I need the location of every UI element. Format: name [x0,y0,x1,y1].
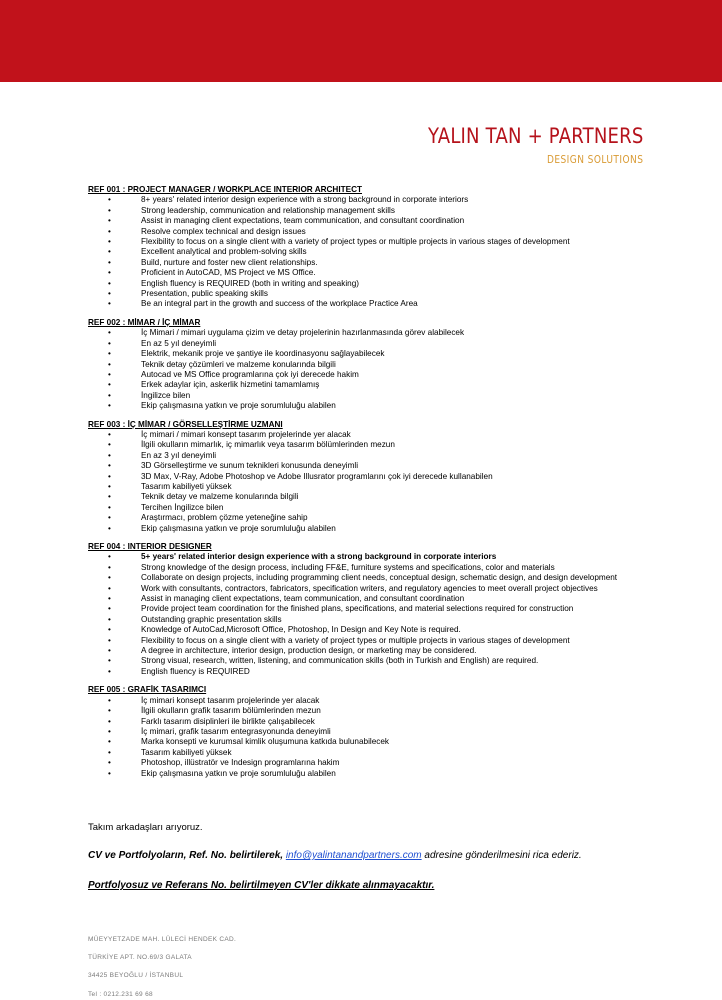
job-ref-title: REF 001 : PROJECT MANAGER / WORKPLACE INTERIOR ARCHITECT [88,185,362,194]
requirement-text: İç mimari konsept tasarım projelerinde yer alacak [141,695,320,705]
requirement-text: Tasarım kabiliyeti yüksek [141,481,232,491]
address-line-1: MÜEYYETZADE MAH. LÜLECİ HENDEK CAD. [88,936,237,943]
requirement-item [88,401,688,411]
requirement-text: English fluency is REQUIRED [141,666,250,676]
cv-instructions [88,850,582,861]
requirement-text: Assist in managing client expectations, team communication, and consultant coordination [141,216,465,226]
company-logo [428,124,648,166]
bullet-icon: • [108,349,111,359]
requirement-text: Resolve complex technical and design issues [141,226,306,236]
requirement-item [88,594,688,604]
requirement-text: İç mimari / mimari konsept tasarım projelerinde yer alacak [141,429,351,439]
requirement-text: Tercihen İngilizce bilen [141,502,224,512]
cv-suffix: adresine gönderilmesini rica ederiz. [421,850,582,861]
requirement-text: Teknik detay çözümleri ve malzeme konularında bilgili [141,359,336,369]
bullet-icon: • [108,380,111,390]
requirement-item [88,615,688,625]
requirement-text: Autocad ve MS Office programlarına çok iyi derecede hakim [141,369,359,379]
requirement-item [88,349,688,359]
bullet-icon: • [108,390,111,400]
requirement-text: Strong knowledge of the design process, including FF&E, furniture systems and specifications, color and materials [141,562,555,572]
requirement-text: En az 3 yıl deneyimli [141,450,217,460]
requirement-text: Araştırmacı, problem çözme yeteneğine sahip [141,513,308,523]
bullet-icon: • [108,768,111,778]
requirement-item [88,430,688,440]
requirement-text: İç Mimari / mimari uygulama çizim ve detay projelerinin hazırlanmasında görev alabilecek [141,328,465,338]
requirement-item [88,604,688,614]
requirement-item [88,503,688,513]
bullet-icon: • [108,614,111,624]
requirement-item [88,380,688,390]
bullet-icon: • [108,481,111,491]
requirement-item [88,769,688,779]
requirement-text: Strong visual, research, written, listening, and communication skills (both in Turkish and English) are required. [141,656,539,666]
address-line-4: Tel : 0212.231 69 68 [88,991,153,998]
job-listings [88,185,688,787]
bullet-icon: • [108,552,111,562]
bullet-icon: • [108,758,111,768]
job-section [88,542,688,677]
team-note: Takım arkadaşları arıyoruz. [88,822,203,833]
email-link[interactable]: info@yalintanandpartners.com [285,850,422,861]
requirement-text: Proficient in AutoCAD, MS Project ve MS Office. [141,268,316,278]
portfolio-warning: Portfolyosuz ve Referans No. belirtilmeyen CV'ler dikkate alınmayacaktır. [88,880,435,891]
job-section [88,420,688,534]
requirement-item [88,646,688,656]
requirement-item [88,360,688,370]
bullet-icon: • [108,440,111,450]
requirement-text: Work with consultants, contractors, fabricators, specification writers, and regulatory agencies to meet overall project objectives [141,583,598,593]
requirement-text: A degree in architecture, interior design, production design, or marketing may be considered. [141,646,477,656]
bullet-icon: • [108,573,111,583]
requirement-text: Assist in managing client expectations, team communication, and consultant coordination [141,594,465,604]
bullet-icon: • [108,195,111,205]
requirement-text: Flexibility to focus on a single client with a variety of project types or multiple projects in various stages of development [141,237,570,247]
requirement-item [88,748,688,758]
bullet-icon: • [108,369,111,379]
bullet-icon: • [108,706,111,716]
bullet-icon: • [108,278,111,288]
requirement-item [88,706,688,716]
requirement-text: Teknik detay ve malzeme konularında bilgili [141,492,299,502]
requirement-item [88,737,688,747]
job-section [88,318,688,412]
bullet-icon: • [108,646,111,656]
requirement-item [88,667,688,677]
requirement-list [88,328,688,411]
bullet-icon: • [108,747,111,757]
bullet-icon: • [108,216,111,226]
requirement-text: Collaborate on design projects, including programming client needs, conceptual design, schematic design, and design development [141,573,618,583]
requirement-item [88,573,688,583]
requirement-text: 8+ years' related interior design experience with a strong background in corporate interiors [141,195,469,205]
requirement-item [88,391,688,401]
requirement-item [88,461,688,471]
requirement-text: English fluency is REQUIRED (both in writing and speaking) [141,278,359,288]
requirement-text: Erkek adaylar için, askerlik hizmetini tamamlamış [141,380,320,390]
requirement-item [88,451,688,461]
requirement-text: Be an integral part in the growth and success of the workplace Practice Area [141,299,418,309]
bullet-icon: • [108,625,111,635]
requirement-item [88,727,688,737]
requirement-text: Ekip çalışmasına yatkın ve proje sorumluluğu alabilen [141,401,336,411]
bullet-icon: • [108,299,111,309]
bullet-icon: • [108,523,111,533]
requirement-item [88,482,688,492]
requirement-item [88,206,688,216]
requirement-item [88,696,688,706]
requirement-text: Presentation, public speaking skills [141,289,268,299]
requirement-text: Provide project team coordination for the finished plans, specifications, and material selections required for construction [141,604,574,614]
bullet-icon: • [108,726,111,736]
bullet-icon: • [108,429,111,439]
bullet-icon: • [108,492,111,502]
requirement-list [88,430,688,534]
bullet-icon: • [108,237,111,247]
requirement-item [88,258,688,268]
requirement-text: Elektrik, mekanik proje ve şantiye ile koordinasyonu sağlayabilecek [141,349,385,359]
requirement-item [88,563,688,573]
logo-title: YALIN TAN + PARTNERS [428,124,644,148]
requirement-list [88,552,688,677]
job-ref-title: REF 004 : INTERIOR DESIGNER [88,542,212,551]
requirement-text: Photoshop, illüstratör ve Indesign programlarına hakim [141,758,340,768]
requirement-item [88,758,688,768]
bullet-icon: • [108,604,111,614]
requirement-item [88,717,688,727]
bullet-icon: • [108,502,111,512]
bullet-icon: • [108,226,111,236]
requirement-text: Flexibility to focus on a single client with a variety of project types or multiple projects in various stages of development [141,635,570,645]
requirement-item [88,339,688,349]
requirement-item [88,492,688,502]
requirement-item [88,328,688,338]
bullet-icon: • [108,716,111,726]
requirement-item [88,440,688,450]
bullet-icon: • [108,328,111,338]
requirement-text: Outstanding graphic presentation skills [141,614,282,624]
bullet-icon: • [108,666,111,676]
job-section [88,685,688,779]
bullet-icon: • [108,737,111,747]
requirement-list [88,195,688,309]
bullet-icon: • [108,583,111,593]
requirement-item [88,370,688,380]
bullet-icon: • [108,635,111,645]
requirement-text: İlgili okulların mimarlık, iç mimarlık veya tasarım bölümlerinden mezun [141,440,395,450]
requirement-text: Ekip çalışmasına yatkın ve proje sorumluluğu alabilen [141,523,336,533]
bullet-icon: • [108,257,111,267]
cv-prefix: CV ve Portfolyoların, Ref. No. belirtilerek, [88,850,286,861]
bullet-icon: • [108,247,111,257]
requirement-item [88,247,688,257]
bullet-icon: • [108,695,111,705]
requirement-text: En az 5 yıl deneyimli [141,338,217,348]
requirement-item [88,195,688,205]
requirement-text: Build, nurture and foster new client relationships. [141,257,318,267]
address-line-3: 34425 BEYOĞLU / İSTANBUL [88,972,184,979]
bullet-icon: • [108,594,111,604]
requirement-text: 3D Max, V-Ray, Adobe Photoshop ve Adobe Illusrator programlarını çok iyi derecede kullanabilen [141,471,493,481]
bullet-icon: • [108,461,111,471]
requirement-text: Strong leadership, communication and relationship management skills [141,205,395,215]
requirement-item [88,584,688,594]
requirement-text: Knowledge of AutoCad,Microsoft Office, Photoshop, In Design and Key Note is required. [141,625,461,635]
requirement-text: Farklı tasarım disiplinleri ile birlikte çalışabilecek [141,716,315,726]
requirement-item [88,237,688,247]
address-line-2: TÜRKİYE APT. NO.69/3 GALATA [88,954,192,961]
bullet-icon: • [108,289,111,299]
requirement-item [88,636,688,646]
bullet-icon: • [108,471,111,481]
job-ref-title: REF 003 : İÇ MİMAR / GÖRSELLEŞTİRME UZMANI [88,419,283,429]
requirement-item [88,289,688,299]
requirement-text: Marka konsepti ve kurumsal kimlik oluşumuna katkıda bulunabilecek [141,737,390,747]
job-section [88,185,688,310]
requirement-item [88,279,688,289]
job-ref-title: REF 005 : GRAFİK TASARIMCI [88,685,207,695]
bullet-icon: • [108,205,111,215]
requirement-item [88,656,688,666]
bullet-icon: • [108,268,111,278]
requirement-item [88,552,688,562]
requirement-text: İç mimari, grafik tasarım entegrasyonunda deneyimli [141,726,331,736]
requirement-text: İlgili okulların grafik tasarım bölümlerinden mezun [141,706,321,716]
bullet-icon: • [108,656,111,666]
requirement-item [88,625,688,635]
logo-subtitle: DESIGN SOLUTIONS [547,154,644,166]
requirement-text: İngilizce bilen [141,390,191,400]
bullet-icon: • [108,562,111,572]
requirement-text: Ekip çalışmasına yatkın ve proje sorumluluğu alabilen [141,768,336,778]
requirement-item [88,268,688,278]
requirement-text: Tasarım kabiliyeti yüksek [141,747,232,757]
requirement-text: Excellent analytical and problem-solving skills [141,247,307,257]
requirement-item [88,216,688,226]
job-ref-title: REF 002 : MİMAR / İÇ MİMAR [88,317,201,327]
bullet-icon: • [108,359,111,369]
bullet-icon: • [108,401,111,411]
requirement-list [88,696,688,779]
bullet-icon: • [108,513,111,523]
top-red-banner [0,0,722,82]
bullet-icon: • [108,450,111,460]
requirement-item [88,299,688,309]
requirement-item [88,472,688,482]
bullet-icon: • [108,338,111,348]
requirement-item [88,227,688,237]
requirement-text: 3D Görselleştirme ve sunum teknikleri konusunda deneyimli [141,461,359,471]
requirement-text: 5+ years' related interior design experience with a strong background in corporate interiors [141,552,497,562]
requirement-item [88,513,688,523]
requirement-item [88,524,688,534]
